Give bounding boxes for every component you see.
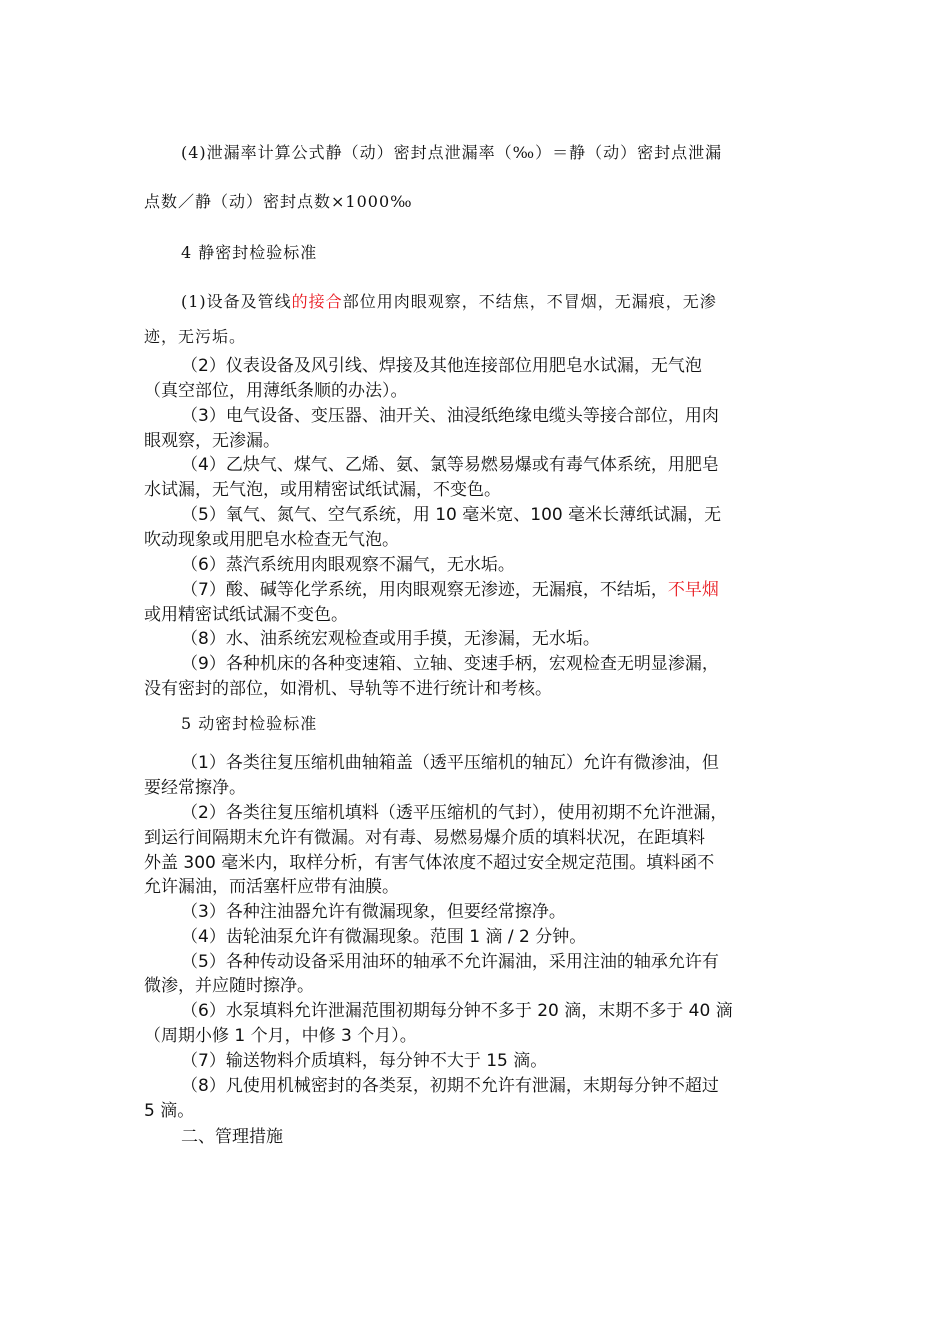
section-5-heading: 5 动密封检验标准 [181, 714, 318, 733]
static-seal-item-2-line-2: （真空部位，用薄纸条顺的办法）。 [144, 381, 408, 401]
static-seal-item-3-line-1: （3）电气设备、变压器、油开关、油浸纸绝缘电缆头等接合部位，用肉 [181, 406, 719, 426]
formula-line-2: 点数／静（动）密封点数×1000‰ [144, 192, 413, 211]
dynamic-seal-item-5-line-1: （5）各种传动设备采用油环的轴承不允许漏油，采用注油的轴承允许有 [181, 952, 719, 972]
section-4-heading: 4 静密封检验标准 [181, 243, 318, 262]
static-seal-item-2-line-1: （2）仪表设备及风引线、焊接及其他连接部位用肥皂水试漏，无气泡 [181, 356, 702, 376]
dynamic-seal-item-6-line-2: （周期小修 1 个月，中修 3 个月）。 [144, 1026, 417, 1046]
dynamic-seal-item-2-line-4: 允许漏油，而活塞杆应带有油膜。 [144, 877, 399, 897]
static-seal-item-5-line-2: 吹动现象或用肥皂水检查无气泡。 [144, 530, 399, 550]
static-seal-item-6-line-1: （6）蒸汽系统用肉眼观察不漏气，无水垢。 [181, 555, 515, 575]
static-seal-item-7-line-1 [181, 575, 719, 600]
static-seal-item-4-line-2: 水试漏，无气泡，或用精密试纸试漏，不变色。 [144, 480, 501, 500]
dynamic-seal-item-6-line-1: （6）水泵填料允许泄漏范围初期每分钟不多于 20 滴，末期不多于 40 滴 [181, 1001, 733, 1021]
dynamic-seal-item-5-line-2: 微渗，并应随时擦净。 [144, 976, 314, 996]
static-seal-item-1-line-1 [181, 289, 717, 312]
item-1-text-post: 部位用肉眼观察，不结焦，不冒烟，无漏痕，无渗 [342, 292, 717, 311]
item-1-text-pre: (1)设备及管线 [181, 292, 292, 311]
static-seal-item-7-line-2: 或用精密试纸试漏不变色。 [144, 605, 348, 625]
dynamic-seal-item-8-line-1: （8）凡使用机械密封的各类泵，初期不允许有泄漏，末期每分钟不超过 [181, 1076, 719, 1096]
dynamic-seal-item-2-line-2: 到运行间隔期末允许有微漏。对有毒、易燃易爆介质的填料状况，在距填料 [144, 828, 705, 848]
management-heading: 二、管理措施 [181, 1127, 283, 1147]
static-seal-item-3-line-2: 眼观察，无渗漏。 [144, 431, 280, 451]
static-seal-item-9-line-1: （9）各种机床的各种变速箱、立轴、变速手柄，宏观检查无明显渗漏， [181, 654, 719, 674]
static-seal-item-9-line-2: 没有密封的部位，如滑机、导轨等不进行统计和考核。 [144, 679, 552, 699]
item-7-highlight-text: 不早烟 [667, 580, 719, 600]
static-seal-item-1-line-2: 迹，无污垢。 [144, 327, 247, 346]
dynamic-seal-item-7-line-1: （7）输送物料介质填料，每分钟不大于 15 滴。 [181, 1051, 548, 1071]
formula-line-1: (4)泄漏率计算公式静（动）密封点泄漏率（‰）＝静（动）密封点泄漏 [181, 143, 723, 162]
dynamic-seal-item-2-line-1: （2）各类往复压缩机填料（透平压缩机的气封），使用初期不允许泄漏， [181, 803, 728, 823]
static-seal-item-8-line-1: （8）水、油系统宏观检查或用手摸，无渗漏，无水垢。 [181, 629, 600, 649]
static-seal-item-5-line-1: （5）氧气、氮气、空气系统，用 10 毫米宽、100 毫米长薄纸试漏，无 [181, 505, 722, 525]
item-7-text-pre: （7）酸、碱等化学系统，用肉眼观察无渗迹，无漏痕，不结垢， [181, 580, 668, 600]
dynamic-seal-item-8-line-2: 5 滴。 [144, 1101, 195, 1121]
item-1-highlight-text: 的接合 [291, 292, 343, 311]
dynamic-seal-item-4-line-1: （4）齿轮油泵允许有微漏现象。范围 1 滴 / 2 分钟。 [181, 927, 587, 947]
dynamic-seal-item-2-line-3: 外盖 300 毫米内，取样分析，有害气体浓度不超过安全规定范围。填料函不 [144, 853, 715, 873]
dynamic-seal-item-1-line-2: 要经常擦净。 [144, 778, 246, 798]
static-seal-item-4-line-1: （4）乙炔气、煤气、乙烯、氨、氯等易燃易爆或有毒气体系统，用肥皂 [181, 455, 719, 475]
dynamic-seal-item-3-line-1: （3）各种注油器允许有微漏现象，但要经常擦净。 [181, 902, 566, 922]
dynamic-seal-item-1-line-1: （1）各类往复压缩机曲轴箱盖（透平压缩机的轴瓦）允许有微渗油，但 [181, 753, 719, 773]
